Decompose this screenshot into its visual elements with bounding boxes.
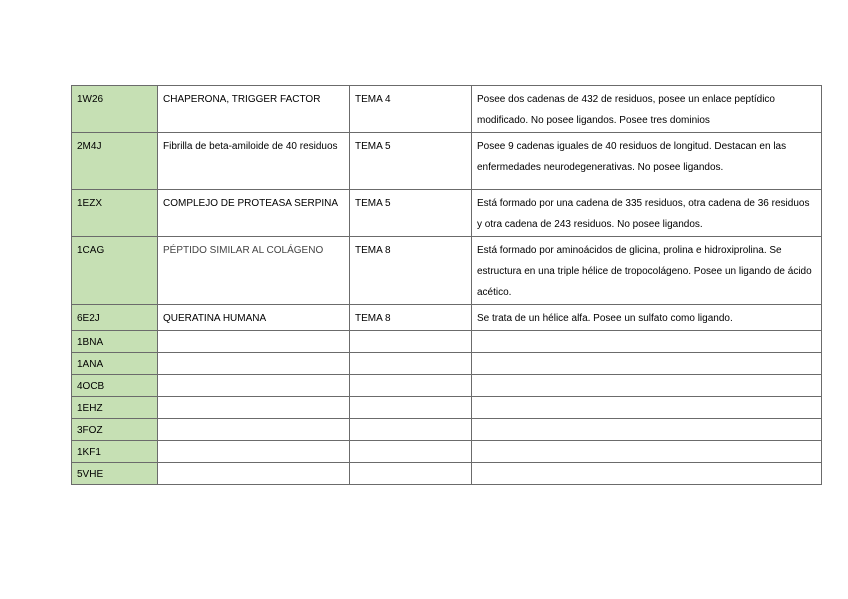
description-cell bbox=[472, 397, 822, 419]
description-cell bbox=[472, 375, 822, 397]
description-cell: Está formado por una cadena de 335 residuos, otra cadena de 36 residuos y otra cadena de 243 residuos. No posee ligandos. bbox=[472, 190, 822, 237]
table-row bbox=[72, 190, 822, 237]
protein-name-cell: CHAPERONA, TRIGGER FACTOR bbox=[158, 86, 350, 133]
protein-table bbox=[71, 85, 822, 485]
tema-cell bbox=[350, 331, 472, 353]
tema-cell: TEMA 4 bbox=[350, 86, 472, 133]
description-cell: Posee dos cadenas de 432 de residuos, posee un enlace peptídico modificado. No posee ligandos. Posee tres dominios bbox=[472, 86, 822, 133]
table-row bbox=[72, 305, 822, 331]
description-cell bbox=[472, 463, 822, 485]
tema-cell: TEMA 8 bbox=[350, 237, 472, 305]
tema-cell: TEMA 5 bbox=[350, 133, 472, 190]
tema-cell: TEMA 5 bbox=[350, 190, 472, 237]
tema-cell: TEMA 8 bbox=[350, 305, 472, 331]
table-row bbox=[72, 463, 822, 485]
protein-name-cell bbox=[158, 375, 350, 397]
table-row bbox=[72, 86, 822, 133]
table-row bbox=[72, 419, 822, 441]
protein-name-cell: PÉPTIDO SIMILAR AL COLÁGENO bbox=[158, 237, 350, 305]
description-cell bbox=[472, 353, 822, 375]
tema-cell bbox=[350, 441, 472, 463]
tema-cell bbox=[350, 463, 472, 485]
description-cell: Posee 9 cadenas iguales de 40 residuos de longitud. Destacan en las enfermedades neurodegenerativas. No posee ligandos. bbox=[472, 133, 822, 190]
protein-name-cell bbox=[158, 397, 350, 419]
tema-cell bbox=[350, 375, 472, 397]
description-cell bbox=[472, 441, 822, 463]
description-cell: Está formado por aminoácidos de glicina, prolina e hidroxiprolina. Se estructura en una triple hélice de tropocolágeno. Posee un ligando de ácido acético. bbox=[472, 237, 822, 305]
protein-name-cell bbox=[158, 353, 350, 375]
protein-name-cell bbox=[158, 463, 350, 485]
pdb-code-cell: 1EZX bbox=[72, 190, 158, 237]
protein-name-cell: Fibrilla de beta-amiloide de 40 residuos bbox=[158, 133, 350, 190]
description-cell bbox=[472, 331, 822, 353]
description-cell: Se trata de un hélice alfa. Posee un sulfato como ligando. bbox=[472, 305, 822, 331]
table-row bbox=[72, 331, 822, 353]
table-row bbox=[72, 441, 822, 463]
protein-name-cell bbox=[158, 441, 350, 463]
pdb-code-cell: 1KF1 bbox=[72, 441, 158, 463]
protein-name-cell bbox=[158, 331, 350, 353]
tema-cell bbox=[350, 353, 472, 375]
table-row bbox=[72, 375, 822, 397]
table-row bbox=[72, 133, 822, 190]
description-cell bbox=[472, 419, 822, 441]
pdb-code-cell: 1EHZ bbox=[72, 397, 158, 419]
pdb-code-cell: 1ANA bbox=[72, 353, 158, 375]
protein-name-cell bbox=[158, 419, 350, 441]
pdb-code-cell: 5VHE bbox=[72, 463, 158, 485]
protein-name-cell: COMPLEJO DE PROTEASA SERPINA bbox=[158, 190, 350, 237]
pdb-code-cell: 1W26 bbox=[72, 86, 158, 133]
pdb-code-cell: 4OCB bbox=[72, 375, 158, 397]
pdb-code-cell: 6E2J bbox=[72, 305, 158, 331]
pdb-code-cell: 1CAG bbox=[72, 237, 158, 305]
pdb-code-cell: 1BNA bbox=[72, 331, 158, 353]
pdb-code-cell: 2M4J bbox=[72, 133, 158, 190]
table-row bbox=[72, 397, 822, 419]
table-row bbox=[72, 237, 822, 305]
table-row bbox=[72, 353, 822, 375]
tema-cell bbox=[350, 419, 472, 441]
pdb-code-cell: 3FOZ bbox=[72, 419, 158, 441]
protein-name-cell: QUERATINA HUMANA bbox=[158, 305, 350, 331]
tema-cell bbox=[350, 397, 472, 419]
